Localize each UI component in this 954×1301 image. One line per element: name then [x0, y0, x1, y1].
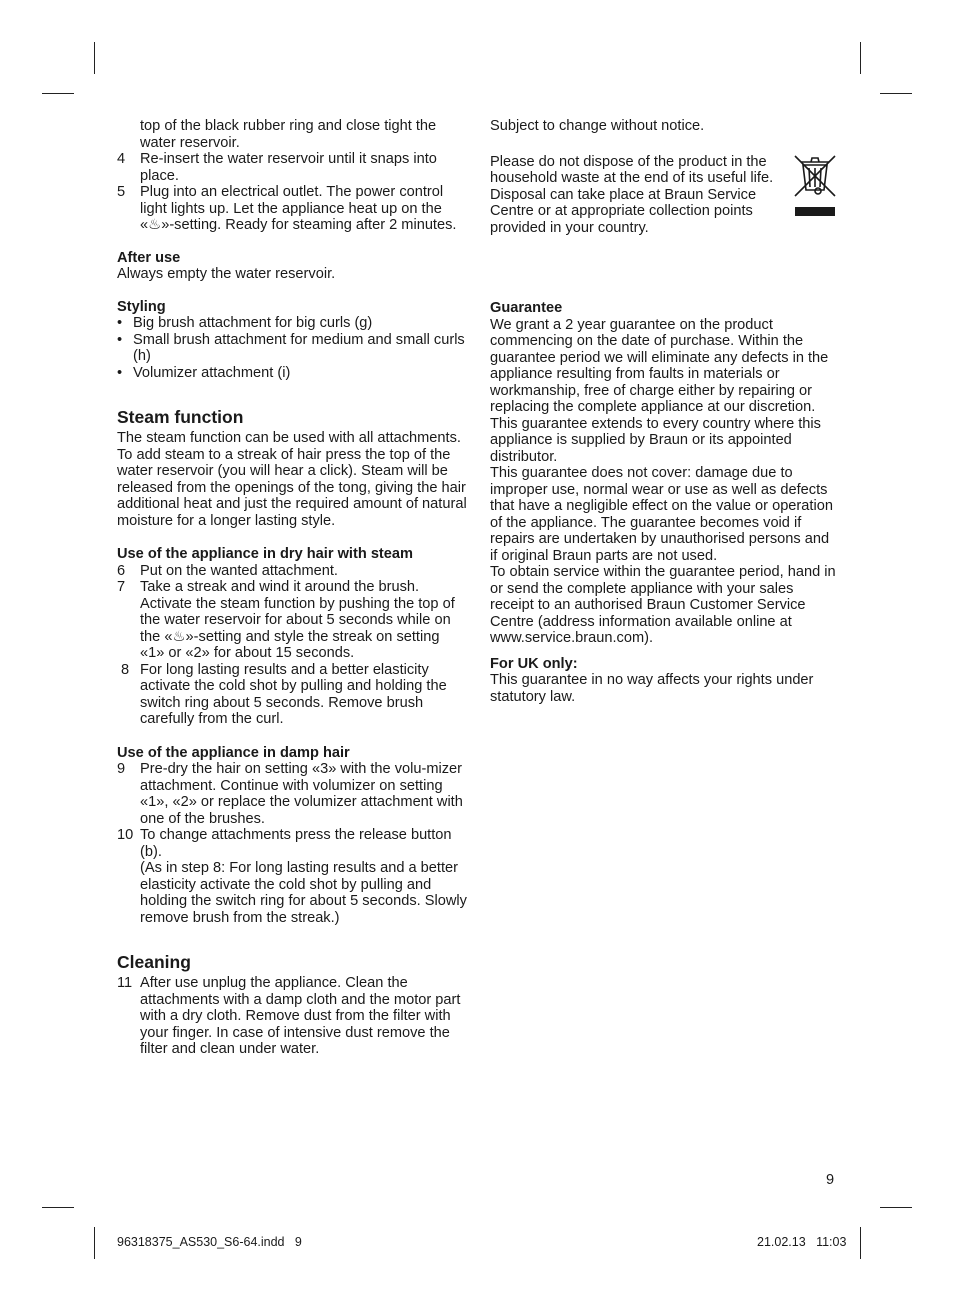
dry-hair-heading: Use of the appliance in dry hair with steam — [117, 546, 414, 562]
bullet-icon: • — [117, 315, 123, 331]
crop-mark — [94, 42, 95, 74]
step-item — [117, 579, 467, 662]
step-item — [117, 761, 467, 827]
step-text: Plug into an electrical outlet. The power control light lights up. Let the appliance heat up on the «♨»-setting. Ready for steaming after 2 minutes. — [140, 184, 457, 233]
change-notice: Subject to change without notice. — [490, 118, 705, 134]
step-item — [117, 184, 467, 234]
after-use-text: Always empty the water reservoir. — [117, 266, 336, 282]
crop-mark — [94, 1227, 95, 1259]
step-text: top of the black rubber ring and close tight the water reservoir. — [140, 118, 437, 151]
styling-item — [117, 332, 467, 365]
styling-item — [117, 365, 467, 382]
crop-mark — [42, 93, 74, 94]
step-item — [117, 827, 467, 860]
step-text: To change attachments press the release button (b). — [140, 827, 452, 860]
crop-mark — [860, 42, 861, 74]
bullet-icon: • — [117, 364, 123, 381]
footer-datetime: 21.02.13 11:03 — [757, 1235, 847, 1249]
damp-hair-heading: Use of the appliance in damp hair — [117, 744, 350, 761]
guarantee-paragraph: To obtain service within the guarantee period, hand in or send the complete appliance with your sales receipt to an authorised Braun Customer Service Centre (address information available online at www.service.braun.com). — [490, 564, 836, 646]
styling-item-text: Big brush attachment for big curls (g) — [133, 315, 373, 331]
step-text: Put on the wanted attachment. — [140, 562, 338, 579]
after-use-heading: After use — [117, 249, 181, 266]
guarantee-paragraph: This guarantee extends to every country where this appliance is supplied by Braun or its appointed distributor. — [490, 415, 821, 465]
step-number — [117, 118, 140, 151]
step-item — [117, 563, 467, 580]
guarantee-heading: Guarantee — [490, 300, 563, 316]
step-number: 6 — [117, 562, 126, 579]
steam-function-text: The steam function can be used with all attachments. To add steam to a streak of hair press the top of the water reservoir (you will hear a click). Steam will be released from the openings of the tong, giving the hair additional heat and just the required amount of natural moisture for a longer lasting style. — [117, 430, 467, 529]
crop-mark — [860, 1227, 861, 1259]
step-number: 7 — [117, 579, 126, 595]
step-number: 10 — [117, 827, 134, 843]
step-text: Take a streak and wind it around the brush. Activate the steam function by pushing the top of the water reservoir for about 5 seconds while on the «♨»-setting and style the streak on setting «1» or «2» for about 15 seconds. — [140, 579, 455, 661]
weee-crossed-bin-icon — [792, 152, 838, 218]
step-number: 9 — [117, 761, 126, 777]
guarantee-paragraph: We grant a 2 year guarantee on the product commencing on the date of purchase. Within the guarantee period we will eliminate any defects in the appliance resulting from faults in materials or workmanship, free of charge either by repairing or replacing the complete appliance at our discretion. — [490, 316, 829, 415]
step-item — [117, 118, 467, 151]
styling-item-text: Small brush attachment for medium and small curls (h) — [133, 331, 465, 364]
step-item — [117, 151, 467, 184]
styling-heading: Styling — [117, 298, 166, 315]
step-number: 4 — [117, 151, 126, 167]
step-text: After use unplug the appliance. Clean the attachments with a damp cloth and the motor part with a dry cloth. Remove dust from the filter with your finger. In case of intensive dust remove the filter and clean under water. — [140, 975, 461, 1057]
step-item — [117, 662, 467, 728]
uk-heading: For UK only: — [490, 655, 578, 672]
crop-mark — [880, 1207, 912, 1208]
step-text: For long lasting results and a better elasticity activate the cold shot by pulling and holding the switch ring about 5 seconds. Remove brush carefully from the curl. — [140, 661, 447, 727]
disposal-text: Please do not dispose of the product in the household waste at the end of its useful life. Disposal can take place at Braun Service Centre or at appropriate collection points provided in your country. — [490, 153, 774, 236]
page-number: 9 — [826, 1172, 835, 1188]
crop-mark — [880, 93, 912, 94]
step-number: 11 — [117, 975, 133, 991]
bullet-icon: • — [117, 331, 123, 348]
steam-function-heading: Steam function — [117, 407, 244, 427]
uk-text: This guarantee in no way affects your rights under statutory law. — [490, 672, 814, 705]
step-text: Re-insert the water reservoir until it snaps into place. — [140, 151, 437, 184]
footer-filename: 96318375_AS530_S6-64.indd 9 — [117, 1235, 302, 1249]
left-column — [117, 118, 467, 1058]
right-column — [490, 118, 840, 705]
styling-item — [117, 315, 467, 332]
guarantee-paragraph: This guarantee does not cover: damage due to improper use, normal wear or use as well as defects that have a negligible effect on the value or operation of the appliance. The guarantee becomes void if repairs are undertaken by unauthorised persons and if original Braun parts are not used. — [490, 465, 833, 564]
step-item — [117, 975, 467, 1058]
step-number: 8 — [117, 661, 130, 678]
step-number: 5 — [117, 184, 126, 200]
step-text: Pre-dry the hair on setting «3» with the volu-mizer attachment. Continue with volumizer on setting «1», «2» or replace the volumizer attachment with one of the brushes. — [140, 761, 463, 827]
crop-mark — [42, 1207, 74, 1208]
styling-item-text: Volumizer attachment (i) — [133, 364, 291, 381]
cleaning-heading: Cleaning — [117, 952, 191, 972]
damp-hair-note: (As in step 8: For long lasting results and a better elasticity activate the cold shot by pulling and holding the switch ring for about 5 seconds. Slowly remove brush from the streak.) — [140, 860, 467, 926]
continued-steps — [117, 118, 467, 234]
